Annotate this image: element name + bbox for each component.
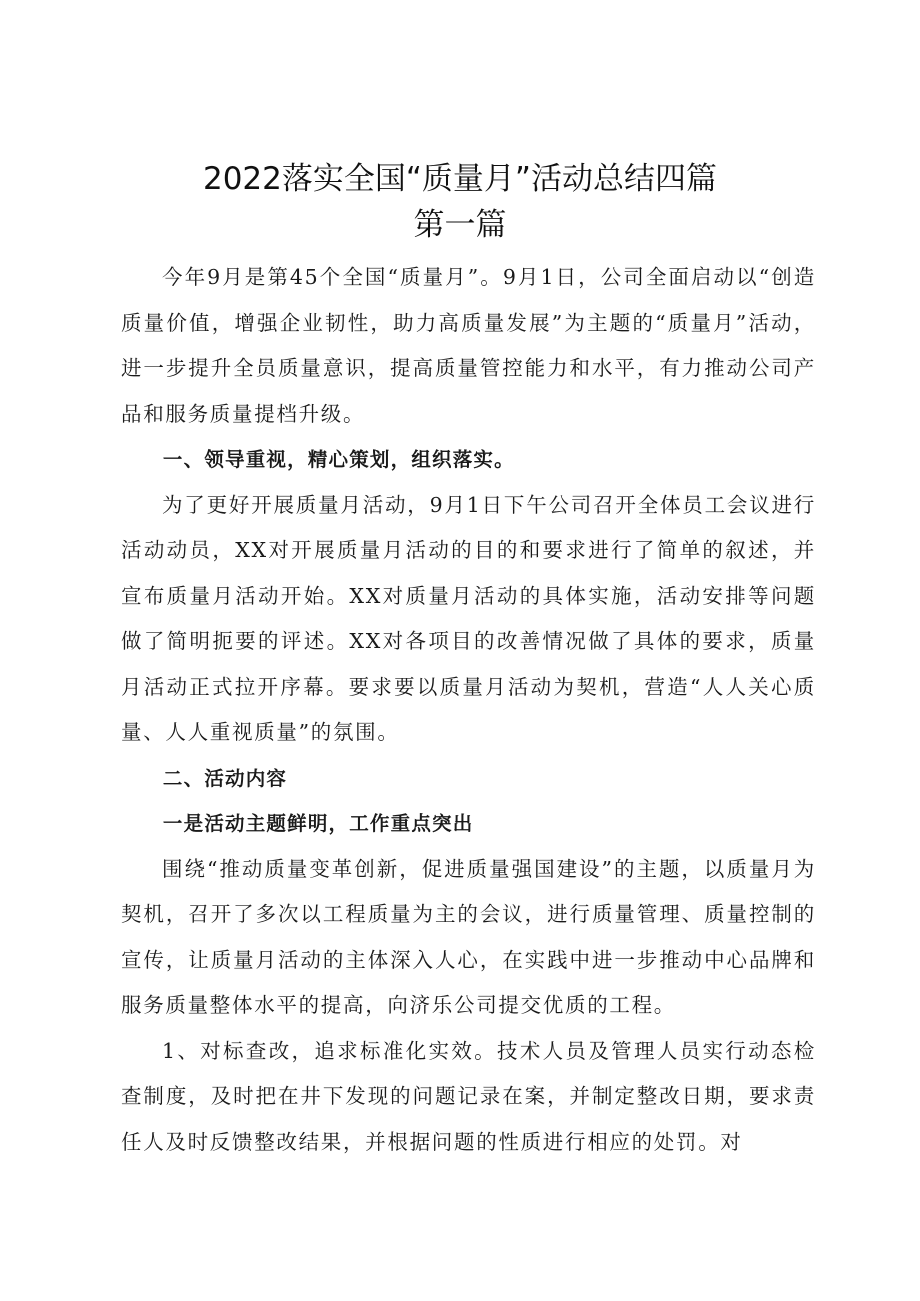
paragraph-1: 为了更好开展质量月活动，9月1日下午公司召开全体员工会议进行活动动员，XX对开展质量月活动的目的和要求进行了简单的叙述，并宣布质量月活动开始。XX对质量月活动的具体实施，活动安排等问题做了简明扼要的评述。XX对各项目的改善情况做了具体的要求，质量月活动正式拉开序幕。要求要以质量月活动为契机，营造“人人关心质量、人人重视质量”的氛围。 [121,492,816,744]
section-heading-2: 二、活动内容 [162,766,288,790]
document-subtitle: 第一篇 [413,207,507,243]
document-title: 2022落实全国“质量月”活动总结四篇 [202,161,717,197]
intro-paragraph: 今年9月是第45个全国“质量月”。9月1日，公司全面启动以“创造质量价值，增强企业韧性，助力高质量发展”为主题的“质量月”活动，进一步提升全员质量意识，提高质量管控能力和水平，有力推动公司产品和服务质量提档升级。 [121,265,816,426]
paragraph-3: 1、对标查改，追求标准化实效。技术人员及管理人员实行动态检查制度，及时把在井下发现的问题记录在案，并制定整改日期，要求责任人及时反馈整改结果，并根据问题的性质进行相应的处罚。对 [121,1038,816,1154]
section-heading-1: 一、领导重视，精心策划，组织落实。 [162,448,515,471]
sub-heading-2-1: 一是活动主题鲜明，工作重点突出 [162,812,474,835]
paragraph-2: 围绕“推动质量变革创新，促进质量强国建设”的主题，以质量月为契机，召开了多次以工程质量为主的会议，进行质量管理、质量控制的宣传，让质量月活动的主体深入人心，在实践中进一步推动中心品牌和服务质量整体水平的提高，向济乐公司提交优质的工程。 [121,856,816,1017]
document-body [121,255,816,1165]
